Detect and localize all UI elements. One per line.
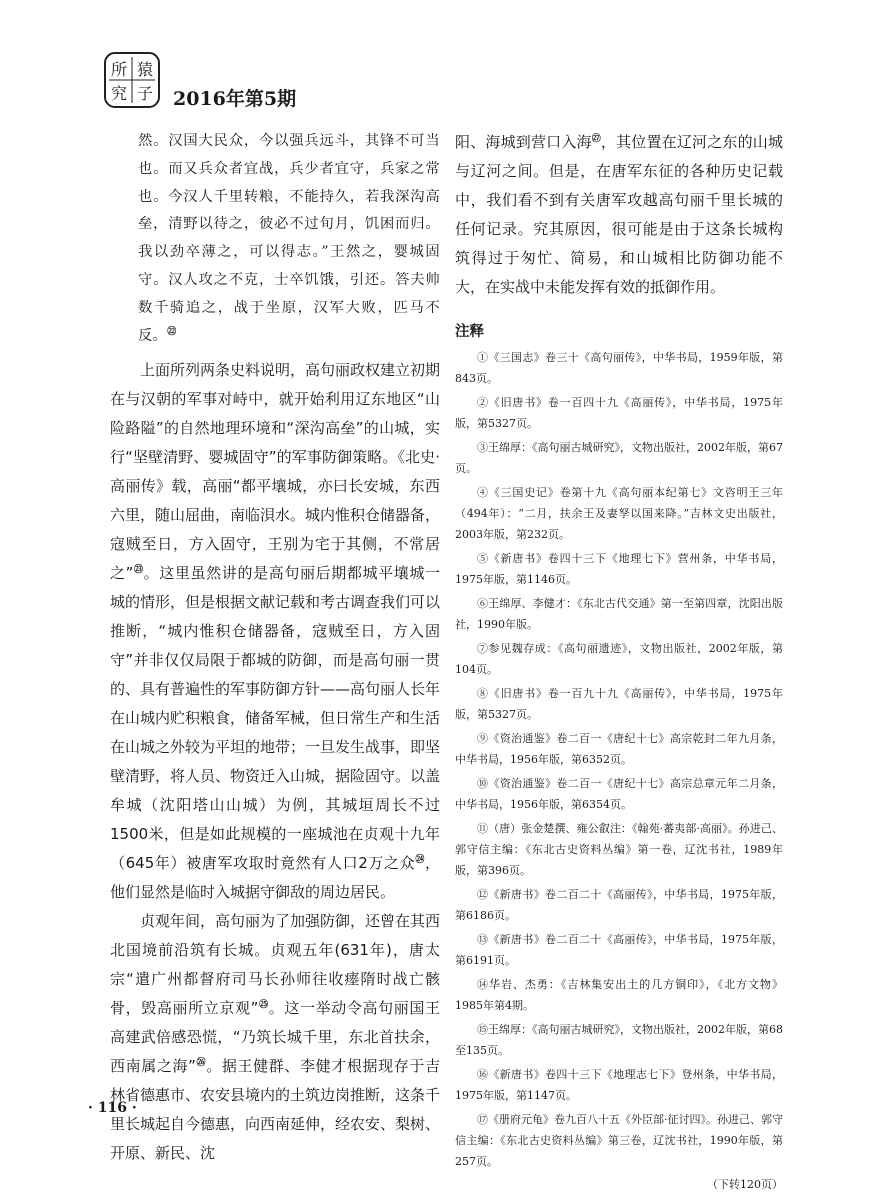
footnote-item: ⑩《资治通鉴》卷二百一《唐纪十七》高宗总章元年二月条，中华书局，1956年版，第6354页。: [455, 777, 783, 811]
footnote-item: ③王绵厚：《高句丽古城研究》，文物出版社，2002年版，第67页。: [455, 441, 783, 475]
notes-list: [455, 347, 783, 1172]
paragraph-text: ，其位置在辽河之东的山城与辽河之间。但是，在唐军东征的各种历史记载中，我们看不到有关唐军攻越高句丽千里长城的任何记录。究其原因，很可能是由于这条长城构筑得过于匆忙、简易，和山城相比防御功能不大，在实战中未能发挥有效的抵御作用。: [455, 133, 783, 296]
footnote-item: ⑫《新唐书》卷二百二十《高丽传》，中华书局，1975年版，第6186页。: [455, 888, 783, 922]
quoted-passage: [138, 128, 440, 350]
footnote-item: ⑦参见魏存成：《高句丽遗迹》，文物出版社，2002年版，第104页。: [455, 642, 783, 676]
issue-label: 2016年第5期: [173, 88, 297, 110]
body-paragraph: [110, 356, 440, 907]
journal-logo: [103, 51, 161, 109]
body-paragraph: [455, 128, 783, 302]
footnote-ref: ㉓: [133, 565, 144, 576]
footnote-ref: ㉔: [415, 855, 425, 866]
footnote-ref: ㉕: [258, 1000, 269, 1011]
footnote-ref: ㉖: [195, 1058, 207, 1069]
svg-text:所: 所: [110, 60, 128, 79]
paragraph-text: 。这里虽然讲的是高句丽后期都城平壤城一城的情形，但是根据文献记载和考古调查我们可以推断，“城内惟积仓储器备，寇贼至日，方入固守”并非仅仅局限于都城的防御，而是高句丽一贯的、具有普遍性的军事防御方针——高句丽人长年在山城内贮积粮食，储备军械，但日常生产和生活在山城之外较为平坦的地带；一旦发生战事，即坚壁清野，将人员、物资迁入山城，据险固守。以盖牟城（沈阳塔山山城）为例，其城垣周长不过1500米，但是如此规模的一座城池在贞观十九年（645年）被唐军攻取时竟然有人口2万之众: [110, 564, 441, 873]
footnote-item: ⑭华岩、杰勇：《吉林集安出土的几方铜印》，《北方文物》1985年第4期。: [455, 978, 783, 1012]
paragraph-text: 。这一举动令高句丽国王高建武倍感恐慌，“乃筑长城千里，东北首扶余，西南属之海”: [110, 999, 440, 1076]
paragraph-text: 阳、海城到营口入海: [455, 133, 592, 151]
svg-text:究: 究: [110, 84, 128, 103]
paragraph-text: ，他们显然是临时入城据守御敌的周边居民。: [110, 854, 440, 902]
svg-text:子: 子: [136, 84, 154, 103]
page-number: · 116 ·: [88, 1100, 137, 1116]
body-paragraph: [110, 907, 440, 1168]
footnote-item: ⑬《新唐书》卷二百二十《高丽传》，中华书局，1975年版，第6191页。: [455, 933, 783, 967]
continued-note: （下转120页）: [707, 1178, 783, 1191]
footnote-item: ⑪（唐）张金楚撰、雍公叡注：《翰苑·蕃夷部·高丽》。孙进己、郭守信主编：《东北古史资料丛编》第一卷，辽沈书社，1989年版，第396页。: [455, 822, 783, 877]
paragraph-text: 上面所列两条史料说明，高句丽政权建立初期在与汉朝的军事对峙中，就开始利用辽东地区“山险路隘”的自然地理环境和“深沟高垒”的山城，实行“坚壁清野、婴城固守”的军事防御策略。《北史·高丽传》载，高丽“都平壤城，亦曰长安城，东西六里，随山屈曲，南临浿水。城内惟积仓储器备，寇贼至日，方入固守，王别为宅于其侧，不常居之”: [110, 361, 441, 583]
footnote-item: ⑨《资治通鉴》卷二百一《唐纪十七》高宗乾封二年九月条，中华书局，1956年版，第6352页。: [455, 732, 783, 766]
page-header: [103, 45, 503, 115]
paragraph-text: 。据王健群、李健才根据现存于吉林省德惠市、农安县境内的土筑边岗推断，这条千里长城起自今德惠，向西南延伸，经农安、梨树、开原、新民、沈: [110, 1057, 441, 1163]
footnote-item: ①《三国志》卷三十《高句丽传》，中华书局，1959年版，第843页。: [455, 351, 783, 385]
footnote-item: ⑯《新唐书》卷四十三下《地理志七下》登州条，中华书局，1975年版，第1147页。: [455, 1068, 783, 1102]
footnote-item: ②《旧唐书》卷一百四十九《高丽传》，中华书局，1975年版，第5327页。: [455, 396, 783, 430]
left-column: [110, 128, 440, 1168]
svg-text:猿: 猿: [136, 60, 154, 79]
quote-text: 然。汉国大民众，今以强兵远斗，其锋不可当也。而又兵众者宜战，兵少者宜守，兵家之常也。今汉人千里转粮，不能持久，若我深沟高垒，清野以待之，彼必不过旬月，饥困而归。我以劲卒薄之，可以得志。”王然之，婴城固守。汉人攻之不克，士卒饥饿，引还。答夫帅数千骑追之，战于坐原，汉军大败，匹马不反。: [138, 133, 440, 344]
footnote-item: ⑤《新唐书》卷四十三下《地理七下》营州条，中华书局，1975年版，第1146页。: [455, 552, 783, 586]
right-column: [455, 128, 783, 1192]
notes-heading: 注释: [455, 324, 484, 340]
footnote-item: ⑥王绵厚、李健才：《东北古代交通》第一至第四章，沈阳出版社，1990年版。: [455, 597, 783, 631]
paragraph-text: 贞观年间，高句丽为了加强防御，还曾在其西北国境前沿筑有长城。贞观五年(631年)，唐太宗“遣广州都督府司马长孙师往收瘗隋时战亡骸骨，毁高丽所立京观”: [110, 912, 441, 1018]
footnote-item: ⑮王绵厚：《高句丽古城研究》，文物出版社，2002年版，第68至135页。: [455, 1023, 783, 1057]
footnote-item: ⑰《册府元龟》卷九百八十五《外臣部·征讨四》。孙进己、郭守信主编：《东北古史资料丛编》第三卷，辽沈书社，1990年版，第257页。: [455, 1113, 783, 1168]
footnote-ref: ㉒: [167, 326, 177, 337]
footnote-item: ⑧《旧唐书》卷一百九十九《高丽传》，中华书局，1975年版，第5327页。: [455, 687, 783, 721]
footnote-ref: ㉗: [591, 134, 601, 144]
footnote-item: ④《三国史记》卷第十九《高句丽本纪第七》文咨明王三年（494年）：“二月，扶余王及妻孥以国来降。”吉林文史出版社，2003年版，第232页。: [455, 486, 783, 541]
